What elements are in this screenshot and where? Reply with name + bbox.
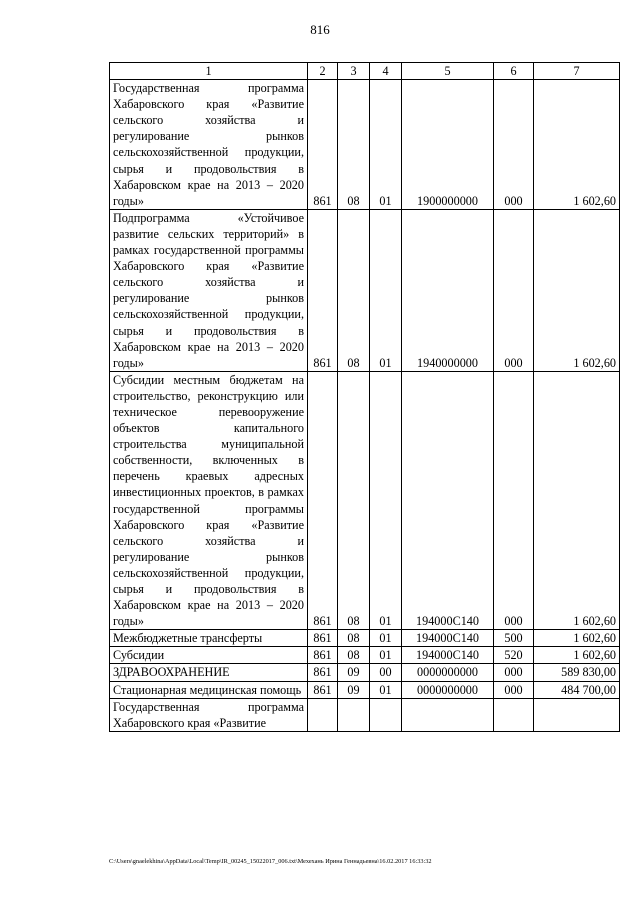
row-name: ЗДРАВООХРАНЕНИЕ [110,664,308,681]
table-row [110,664,620,681]
cell-amount: 1 602,60 [534,209,620,371]
cell-amount: 1 602,60 [534,80,620,210]
cell-code: 861 [308,681,338,698]
cell-code [308,698,338,731]
cell-target-item [402,698,494,731]
table-row [110,80,620,210]
cell-section: 09 [338,664,370,681]
cell-expense-type [494,698,534,731]
cell-section: 08 [338,647,370,664]
cell-code: 861 [308,647,338,664]
cell-subsection: 01 [370,371,402,630]
cell-expense-type: 000 [494,681,534,698]
cell-subsection [370,698,402,731]
cell-target-item: 1940000000 [402,209,494,371]
table-row [110,630,620,647]
cell-amount: 1 602,60 [534,371,620,630]
cell-expense-type: 500 [494,630,534,647]
column-header: 5 [402,63,494,80]
column-header: 2 [308,63,338,80]
row-name: Субсидии местным бюджетам на строительство, реконструкцию или техническое перевооружение объектов капитального строительства муниципальной собственности, включенных в перечень краевых адресных инвестиционных проектов, в рамках государственной программы Хабаровского края «Развитие сельского хозяйства и регулирование рынков сельскохозяйственной продукции, сырья и продовольствия в Хабаровском крае на 2013 – 2020 годы» [110,371,308,630]
cell-amount: 589 830,00 [534,664,620,681]
cell-target-item: 1900000000 [402,80,494,210]
cell-section: 08 [338,630,370,647]
cell-subsection: 01 [370,80,402,210]
row-name: Государственная программа Хабаровского края «Развитие [110,698,308,731]
cell-code: 861 [308,630,338,647]
column-header: 1 [110,63,308,80]
table-row [110,698,620,731]
cell-code: 861 [308,371,338,630]
cell-subsection: 01 [370,681,402,698]
cell-expense-type: 000 [494,664,534,681]
cell-subsection: 01 [370,209,402,371]
table-row [110,647,620,664]
table-row [110,371,620,630]
cell-expense-type: 000 [494,371,534,630]
budget-table [109,62,620,732]
cell-code: 861 [308,80,338,210]
cell-section: 08 [338,209,370,371]
footer-file-path: C:\Users\gnaelekhina\AppData\Local\Temp\IR_00245_15022017_006.txt\Мехехань Ирина Геннадьевна\16.02.2017 16:33:32 [109,858,432,865]
cell-target-item: 0000000000 [402,664,494,681]
table-row [110,681,620,698]
cell-section: 08 [338,80,370,210]
cell-amount [534,698,620,731]
cell-subsection: 01 [370,647,402,664]
cell-expense-type: 000 [494,209,534,371]
cell-subsection: 00 [370,664,402,681]
column-header: 3 [338,63,370,80]
cell-code: 861 [308,664,338,681]
cell-amount: 1 602,60 [534,630,620,647]
column-header: 7 [534,63,620,80]
cell-code: 861 [308,209,338,371]
cell-section: 08 [338,371,370,630]
row-name: Межбюджетные трансферты [110,630,308,647]
row-name: Стационарная медицинская помощь [110,681,308,698]
cell-section [338,698,370,731]
row-name: Подпрограмма «Устойчивое развитие сельских территорий» в рамках государственной программы Хабаровского края «Развитие сельского хозяйства и регулирование рынков сельскохозяйственной продукции, сырья и продовольствия в Хабаровском крае на 2013 – 2020 годы» [110,209,308,371]
cell-subsection: 01 [370,630,402,647]
table-row [110,209,620,371]
cell-target-item: 0000000000 [402,681,494,698]
column-header: 4 [370,63,402,80]
row-name: Государственная программа Хабаровского края «Развитие сельского хозяйства и регулирование рынков сельскохозяйственной продукции, сырья и продовольствия в Хабаровском крае на 2013 – 2020 годы» [110,80,308,210]
cell-target-item: 194000С140 [402,630,494,647]
table-header-row [110,63,620,80]
cell-target-item: 194000С140 [402,371,494,630]
cell-section: 09 [338,681,370,698]
page-number: 816 [310,22,330,37]
cell-target-item: 194000С140 [402,647,494,664]
row-name: Субсидии [110,647,308,664]
cell-amount: 1 602,60 [534,647,620,664]
cell-amount: 484 700,00 [534,681,620,698]
column-header: 6 [494,63,534,80]
cell-expense-type: 000 [494,80,534,210]
cell-expense-type: 520 [494,647,534,664]
